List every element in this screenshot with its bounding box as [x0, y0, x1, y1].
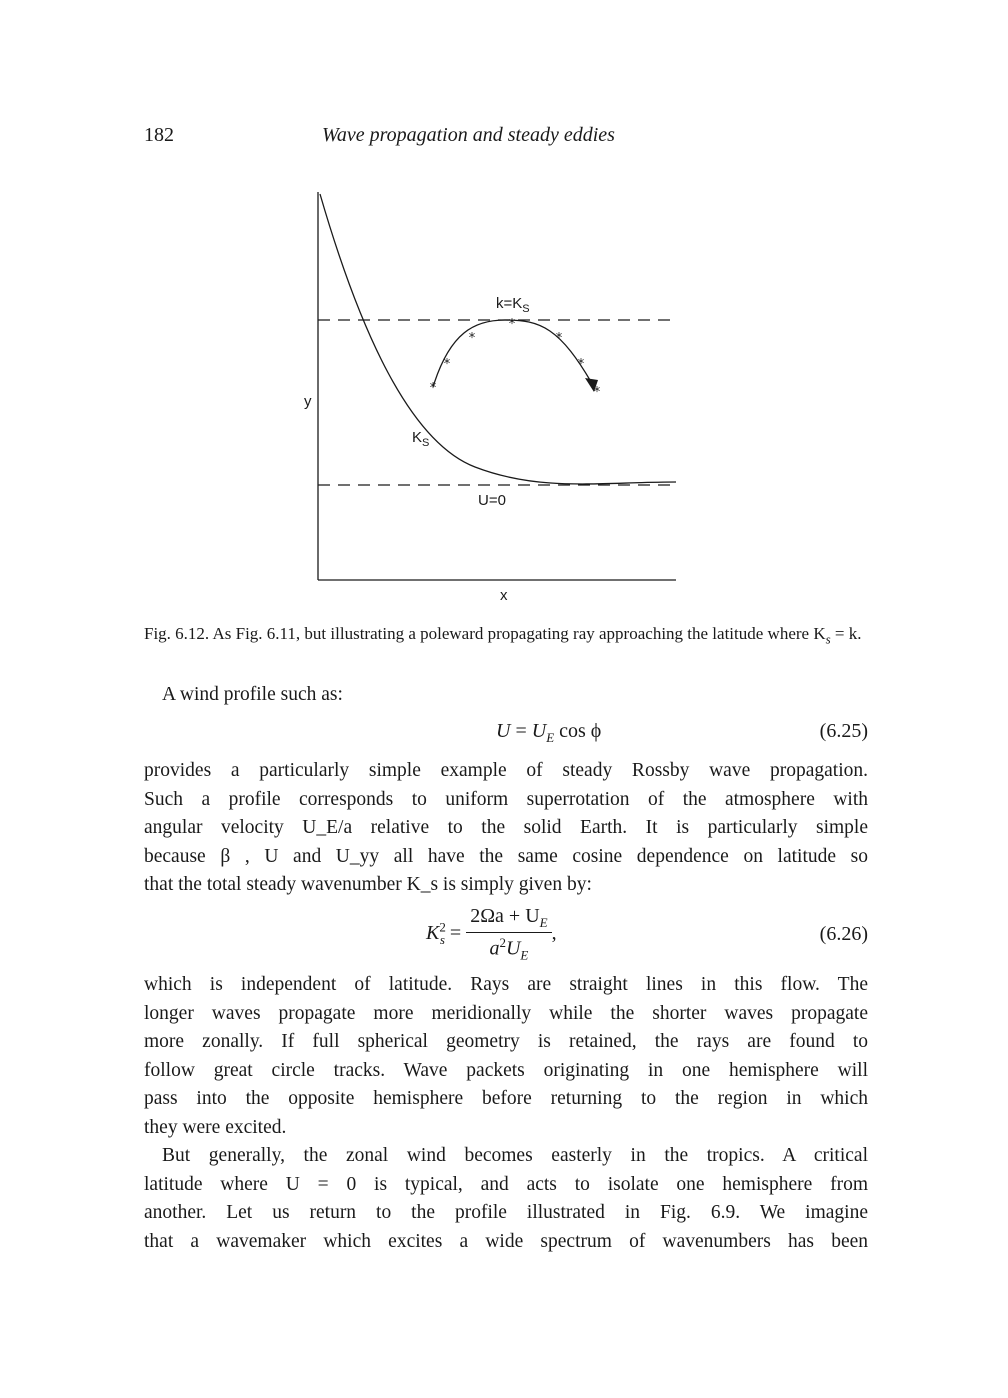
- text-line: they were excited.: [144, 1116, 287, 1138]
- page-number: 182: [144, 124, 174, 146]
- text-line: But generally, the zonal wind becomes easterly in the tropics. A critical: [162, 1145, 868, 1166]
- text-line: because β , U and U_yy all have the same cosine dependence on latitude so: [144, 845, 868, 867]
- text-line: that the total steady wavenumber K_s is simply given by:: [144, 874, 592, 895]
- text-line: angular velocity U_E/a relative to the solid Earth. It is particularly simple: [144, 817, 868, 838]
- x-axis-label: x: [500, 587, 508, 602]
- paragraph-1: [144, 757, 868, 900]
- k-equals-ks-label: $k=K_S$: [496, 295, 530, 315]
- paragraph-2: [144, 971, 868, 1142]
- ray-marker: *: [443, 357, 451, 372]
- ray-marker: *: [555, 331, 563, 346]
- text-line: which is independent of latitude. Rays are straight lines in this flow. The: [144, 974, 868, 995]
- u-zero-label: U=0: [478, 492, 506, 509]
- text-line: latitude where U = 0 is typical, and acts to isolate one hemisphere from: [144, 1173, 868, 1195]
- ks-curve-label: $K_S$: [412, 429, 430, 449]
- equation-6-25-number: (6.25): [819, 720, 868, 742]
- y-axis-label: y: [304, 393, 312, 410]
- ray-marker: *: [429, 381, 437, 396]
- text-line: follow great circle tracks. Wave packets originating in one hemisphere will: [144, 1059, 868, 1081]
- equation-6-26: [144, 905, 868, 967]
- text-line: that a wavemaker which excites a wide spectrum of wavenumbers has been: [144, 1230, 868, 1252]
- page-header: [144, 124, 868, 150]
- figure-caption: Fig. 6.12. As Fig. 6.11, but illustrating a poleward propagating ray approaching the latitude where $K_s = k$.: [144, 624, 862, 647]
- ray-marker: *: [508, 317, 516, 332]
- text-line: longer waves propagate more meridionally while the shorter waves propagate: [144, 1002, 868, 1024]
- text-line: pass into the opposite hemisphere before returning to the region in which: [144, 1088, 868, 1109]
- equation-6-25-expression: $U = U_E$ cos ϕ: [496, 720, 602, 745]
- equation-6-26-number: (6.26): [819, 923, 868, 945]
- ray-marker: *: [593, 385, 601, 400]
- text-line: another. Let us return to the profile illustrated in Fig. 6.9. We imagine: [144, 1202, 868, 1223]
- text-line: provides a particularly simple example of steady Rossby wave propagation.: [144, 760, 868, 781]
- ray-markers: [430, 317, 601, 400]
- equation-6-26-expression: $K^2_s$ = $\frac{2\Omega a + U_E}{a^2U_E}$ ,: [426, 905, 557, 963]
- paragraph-3: [144, 1142, 868, 1256]
- ray-marker: *: [577, 357, 585, 372]
- paragraph-intro: A wind profile such as:: [162, 684, 343, 705]
- fraction: $\frac{2\Omega a + U_E}{a^2U_E}$: [466, 905, 551, 964]
- ray-marker: *: [468, 331, 476, 346]
- text-line: Such a profile corresponds to uniform superrotation of the atmosphere with: [144, 788, 868, 810]
- figure-6-12: [300, 182, 690, 602]
- running-title: Wave propagation and steady eddies: [322, 124, 615, 146]
- text-line: more zonally. If full spherical geometry is retained, the rays are found to: [144, 1031, 868, 1052]
- ks-curve: [320, 194, 676, 484]
- equation-6-25: [144, 720, 868, 748]
